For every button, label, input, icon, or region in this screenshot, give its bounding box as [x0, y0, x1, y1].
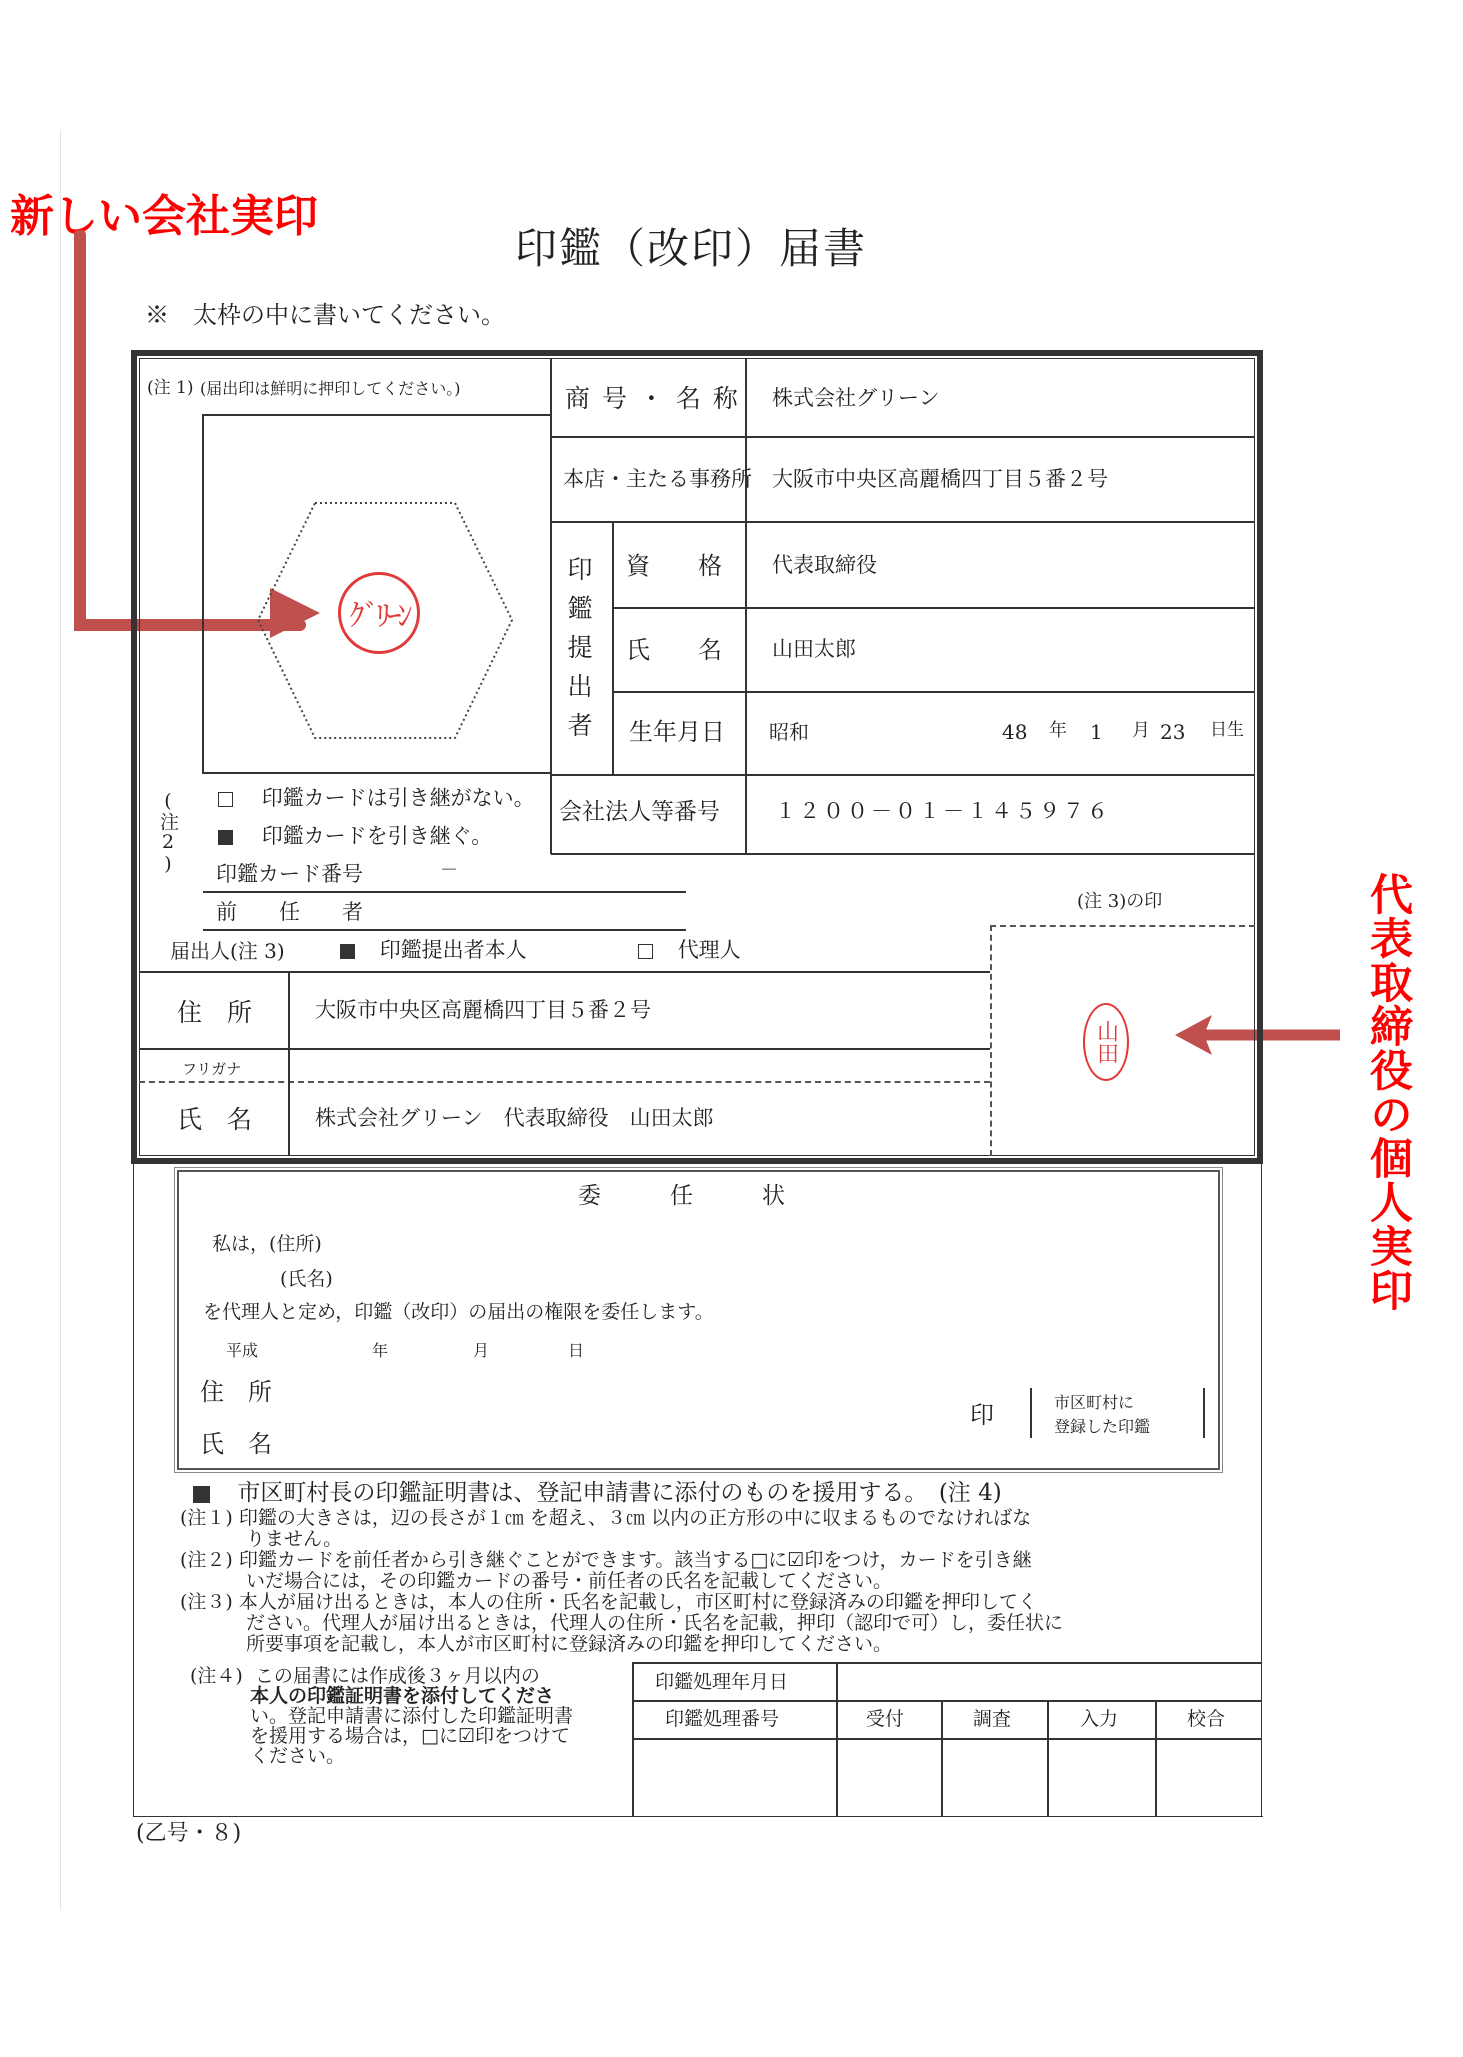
birthdate-month[interactable]: 1 — [1090, 720, 1103, 744]
furigana-divider — [139, 1081, 990, 1083]
office-value[interactable]: 大阪市中央区高麗橋四丁目５番２号 — [772, 467, 1108, 491]
col-input: 入力 — [1080, 1708, 1119, 1730]
grid-line — [1047, 1700, 1049, 1817]
col-receipt: 受付 — [866, 1708, 905, 1730]
poa-seal-note — [1030, 1388, 1205, 1438]
qualification-label: 資 格 — [626, 552, 722, 580]
note-2: (注２) 印鑑カードを前任者から引き継ぐことができます。該当する□に☑印をつけ，カードを引き継 — [180, 1549, 1032, 1571]
personal-seal-annotation: 代表取締役の個人実印 — [1363, 872, 1413, 1312]
birthdate-label: 生年月日 — [629, 718, 725, 746]
birthdate-day[interactable]: 23 — [1160, 720, 1186, 744]
poa-date-day[interactable]: 日 — [568, 1341, 585, 1360]
company-seal-stamp-text: ｸﾞﾘｰﾝ — [349, 599, 409, 634]
grid-line — [551, 521, 1255, 523]
note1-label: (注 1) — [147, 378, 194, 398]
company-seal-annotation: 新しい会社実印 — [10, 191, 318, 242]
submitter-group-label: 印鑑提出者 — [564, 556, 593, 751]
qualification-value[interactable]: 代表取締役 — [772, 553, 877, 577]
note-3-cont: ださい。代理人が届け出るときは，代理人の住所・氏名を記載，押印（認印で可）し，委任状に — [246, 1612, 1064, 1634]
note-3: (注３) 本人が届け出るときは，本人の住所・氏名を記載し，市区町村に登録済みの印鑑を押印してく — [180, 1591, 1037, 1613]
card-label: 印鑑カードを引き継ぐ。 — [261, 824, 493, 848]
grid-line — [836, 1662, 838, 1817]
card-number-underline — [203, 891, 686, 893]
applicant-label: 届出人(注 3) — [170, 939, 285, 963]
lower-frame-bottom — [133, 1816, 1263, 1817]
note-3-cont2: 所要事項を記載し，本人が市区町村に登録済みの印鑑を押印してください。 — [246, 1633, 893, 1655]
self-checkbox[interactable] — [340, 944, 355, 959]
grid-line — [288, 971, 290, 1156]
poa-name-label: 氏 名 — [200, 1430, 272, 1458]
notes-block — [180, 1508, 1063, 1655]
process-number-label: 印鑑処理番号 — [665, 1708, 780, 1730]
birthdate-month-unit: 月 — [1132, 720, 1150, 741]
self-label: 印鑑提出者本人 — [379, 938, 527, 962]
note1-text: (届出印は鮮明に押印してください。) — [200, 379, 461, 398]
seal-box-left — [990, 925, 992, 1156]
certificate-option[interactable] — [193, 1482, 1002, 1505]
form-code: (乙号・８) — [136, 1821, 242, 1846]
grid-line — [632, 1738, 1262, 1740]
card-number-label: 印鑑カード番号 — [216, 862, 363, 886]
grid-line — [612, 607, 1255, 609]
agent-checkbox[interactable] — [638, 944, 653, 959]
birthdate-year-unit: 年 — [1049, 720, 1067, 741]
grid-line — [551, 853, 1255, 855]
trade-name-value[interactable]: 株式会社グリーン — [772, 386, 940, 410]
lower-frame-right — [1261, 1164, 1262, 1817]
grid-line — [612, 691, 1255, 693]
card-number-value[interactable]: － — [440, 860, 458, 881]
grid-line — [941, 1700, 943, 1817]
applicant-name-label: 氏 名 — [177, 1105, 253, 1134]
poa-date-year[interactable]: 年 — [372, 1341, 389, 1360]
grid-line — [551, 774, 1255, 776]
predecessor-underline — [203, 929, 686, 931]
option-no-card[interactable] — [218, 788, 535, 809]
agent-label: 代理人 — [677, 938, 741, 962]
note-1: (注１) 印鑑の大きさは，辺の長さが１㎝ を超え、３㎝ 以内の正方形の中に収まるものでなければな — [180, 1507, 1032, 1529]
no-card-checkbox[interactable] — [218, 792, 233, 807]
lower-frame-left — [133, 1164, 134, 1817]
grid-line — [1155, 1700, 1157, 1817]
birthdate-year[interactable]: 48 — [1002, 720, 1028, 744]
personal-seal-stamp-text: 山田 — [1093, 1020, 1119, 1064]
note-4-line4: を援用する場合は，□に☑印をつけて — [250, 1725, 570, 1747]
option-card[interactable] — [218, 826, 492, 847]
form-title: 印鑑（改印）届書 — [515, 224, 868, 273]
note2-label: (注2) — [157, 790, 179, 875]
predecessor-label: 前 任 者 — [216, 900, 363, 924]
furigana-label: フリガナ — [182, 1060, 242, 1078]
note-4 — [190, 1666, 573, 1766]
card-checkbox[interactable] — [218, 830, 233, 845]
grid-line — [632, 1700, 1262, 1702]
poa-address-label: 住 所 — [200, 1378, 272, 1406]
note-1-cont: りません。 — [246, 1528, 343, 1550]
office-label: 本店・主たる事務所 — [563, 467, 752, 491]
option-self[interactable] — [340, 940, 527, 961]
corp-number-value[interactable]: １２００－０１－１４５９７６ — [775, 799, 1111, 823]
note-4-line3: い。登記申請書に添付した印鑑証明書 — [250, 1705, 574, 1727]
col-collation: 校合 — [1187, 1708, 1226, 1730]
poa-line3: を代理人と定め，印鑑（改印）の届出の権限を委任します。 — [203, 1301, 714, 1323]
poa-date-month[interactable]: 月 — [473, 1341, 490, 1360]
process-date-label: 印鑑処理年月日 — [655, 1671, 789, 1693]
poa-date-era: 平成 — [226, 1341, 259, 1360]
personal-seal-stamp — [1083, 1003, 1129, 1081]
grid-line — [745, 358, 747, 854]
seal-note-label: (注 3)の印 — [1077, 891, 1163, 912]
company-seal-stamp — [338, 572, 420, 654]
corp-number-label: 会社法人等番号 — [559, 799, 720, 825]
grid-line — [139, 971, 990, 973]
grid-line — [632, 1662, 634, 1817]
address-label: 住 所 — [177, 998, 253, 1027]
note-4-line2: 本人の印鑑証明書を添付してくださ — [250, 1685, 555, 1707]
trade-name-label: 商 号 ・ 名 称 — [565, 384, 740, 413]
grid-line — [551, 436, 1255, 438]
birthdate-day-unit: 日生 — [1210, 720, 1244, 740]
no-card-label: 印鑑カードは引き継がない。 — [261, 786, 535, 810]
poa-seal-label: 印 — [970, 1401, 994, 1429]
note-4-line5: ください。 — [250, 1745, 346, 1767]
poa-line2: (氏名) — [280, 1268, 333, 1290]
col-investigation: 調査 — [973, 1708, 1012, 1730]
grid-line — [139, 1048, 990, 1050]
poa-line1: 私は，(住所) — [212, 1233, 322, 1255]
applicant-name-value[interactable]: 株式会社グリーン 代表取締役 山田太郎 — [315, 1106, 714, 1130]
grid-line — [612, 521, 614, 774]
note-2-cont: いだ場合には，その印鑑カードの番号・前任者の氏名を記載してください。 — [246, 1570, 893, 1592]
note-4-line1: (注４) この届書には作成後３ヶ月以内の — [190, 1665, 540, 1687]
grid-line — [550, 358, 552, 854]
name-value[interactable]: 山田太郎 — [772, 637, 856, 661]
poa-seal-note-line1: 市区町村に — [1054, 1393, 1135, 1412]
page-margin-line — [60, 130, 61, 1910]
birthdate-era[interactable]: 昭和 — [769, 720, 809, 744]
option-agent[interactable] — [638, 940, 741, 961]
certificate-checkbox[interactable] — [193, 1486, 210, 1503]
grid-line — [632, 1662, 1262, 1664]
name-label: 氏 名 — [626, 636, 722, 664]
address-value[interactable]: 大阪市中央区高麗橋四丁目５番２号 — [315, 998, 651, 1022]
seal-box-top — [990, 925, 1255, 927]
poa-title: 委 任 状 — [578, 1183, 785, 1209]
certificate-text: 市区町村長の印鑑証明書は、登記申請書に添付のものを援用する。 (注 4) — [237, 1480, 1002, 1506]
poa-seal-note-line2: 登録した印鑑 — [1054, 1417, 1151, 1436]
form-instruction: ※ 太枠の中に書いてください。 — [145, 301, 505, 329]
